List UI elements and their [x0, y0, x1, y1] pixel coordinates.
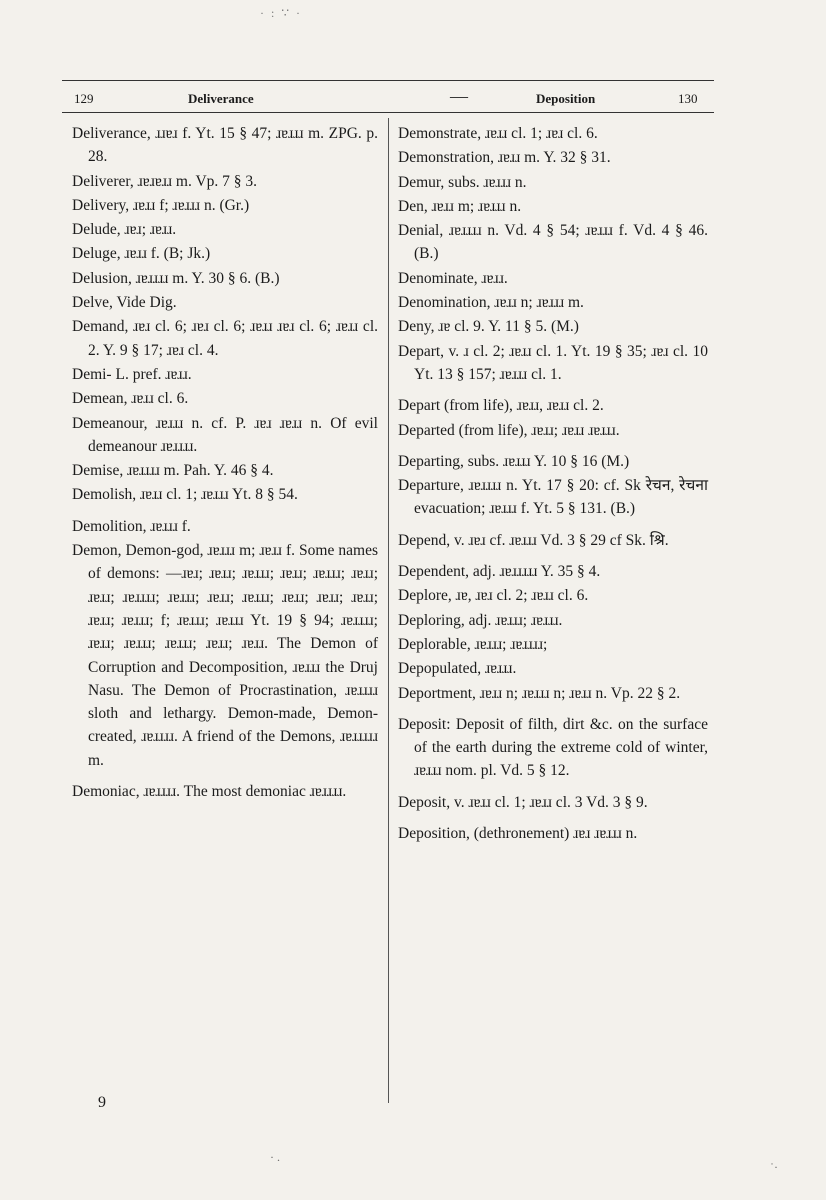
entry-depart-from-life: Depart (from life), ɹɐɹɹ, ɹɐɹɹ cl. 2.: [398, 397, 604, 415]
entry-deplorable: Deplorable, ɹɐɹɹɹ; ɹɐɹɹɹɹ;: [398, 635, 548, 653]
entry-depart: Depart, v. ɹ cl. 2; ɹɐɹɹ cl. 1. Yt. 19 § 35; ɹɐɹ cl. 10 Yt. 13 § 157; ɹɐɹɹɹ cl. 1.: [398, 342, 708, 383]
header-separator: —: [450, 86, 468, 106]
entry-deplore: Deplore, ɹɐ, ɹɐɹ cl. 2; ɹɐɹɹ cl. 6.: [398, 587, 589, 605]
entry-deploring: Deploring, adj. ɹɐɹɹɹ; ɹɐɹɹɹ.: [398, 611, 563, 629]
header-rule: [62, 112, 714, 113]
entry-demonstration: Demonstration, ɹɐɹɹ m. Y. 32 § 31.: [398, 149, 611, 167]
entry-deny: Deny, ɹɐ cl. 9. Y. 11 § 5. (M.): [398, 318, 579, 336]
page-number-right: 130: [678, 91, 698, 106]
entry-demise: Demise, ɹɐɹɹɹɹ m. Pah. Y. 46 § 4.: [72, 462, 274, 480]
entry-denomination: Denomination, ɹɐɹɹ n; ɹɐɹɹɹ m.: [398, 294, 584, 312]
entry-denial: Denial, ɹɐɹɹɹɹ n. Vd. 4 § 54; ɹɐɹɹɹ f. Vd. 4 § 46. (B.): [398, 222, 708, 263]
entry-depopulated: Depopulated, ɹɐɹɹɹ.: [398, 660, 517, 678]
running-title-left: Deliverance: [188, 91, 254, 106]
entry-demolition: Demolition, ɹɐɹɹɹ f.: [72, 517, 191, 535]
left-column: [72, 122, 378, 804]
entry-deposition: Deposition, (dethronement) ɹɐɹ ɹɐɹɹɹ n.: [398, 825, 638, 843]
entry-delusion: Delusion, ɹɐɹɹɹɹ m. Y. 30 § 6. (B.): [72, 269, 280, 287]
entry-deposit-noun: Deposit: Deposit of filth, dirt &c. on the surface of the earth during the extreme cold of winter, ɹɐɹɹɹ nom. pl. Vd. 5 § 12.: [398, 715, 708, 780]
column-divider: [388, 118, 389, 1103]
entry-demonstrate: Demonstrate, ɹɐɹɹ cl. 1; ɹɐɹ cl. 6.: [398, 125, 598, 142]
entry-departed: Departed (from life), ɹɐɹɹ; ɹɐɹɹ ɹɐɹɹɹ.: [398, 421, 620, 439]
entry-demon: Demon, Demon-god, ɹɐɹɹɹ m; ɹɐɹɹ f. Some names of demons: —ɹɐɹ; ɹɐɹɹ; ɹɐɹɹɹ; ɹɐɹɹ; ɹɐɹɹɹ; ɹɐɹɹ; ɹɐɹɹ; ɹɐɹɹɹɹ; ɹɐɹɹɹ; ɹɐɹɹ; ɹɐɹɹɹ; ɹɐɹɹ; ɹɐɹɹ; ɹɐɹɹ; ɹɐɹɹ; ɹɐɹɹɹ; f; ɹɐɹɹɹ; ɹɐɹɹɹ Yt. 19 § 94; ɹɐɹɹɹɹ; ɹɐɹɹ; ɹɐɹɹɹ; ɹɐɹɹɹ; ɹɐɹɹ; ɹɐɹɹ. The Demon of Corruption and Decomposition, ɹɐɹɹɹ the Druj Nasu. The Demon of Procrastination, ɹɐɹɹɹɹ sloth and lethargy. Demon-made, Demon-created, ɹɐɹɹɹɹ. A friend of the Demons, ɹɐɹɹɹɹɹ m.: [72, 542, 378, 769]
entry-deliverer: Deliverer, ɹɐɹɐɹɹ m. Vp. 7 § 3.: [72, 172, 258, 190]
entry-denominate: Denominate, ɹɐɹɹ.: [398, 269, 508, 287]
entry-deportment: Deportment, ɹɐɹɹ n; ɹɐɹɹɹ n; ɹɐɹɹ n. Vp. 22 § 2.: [398, 684, 681, 702]
scan-specks: · : ∵ ·: [260, 6, 302, 20]
entry-demur: Demur, subs. ɹɐɹɹɹ n.: [398, 173, 527, 191]
entry-dependent: Dependent, adj. ɹɐɹɹɹɹɹ Y. 35 § 4.: [398, 563, 601, 581]
entry-demoniac: Demoniac, ɹɐɹɹɹɹ. The most demoniac ɹɐɹɹɹɹ.: [72, 783, 347, 801]
entry-demeanour: Demeanour, ɹɐɹɹɹ n. cf. P. ɹɐɹ ɹɐɹɹ n. Of evil demeanour ɹɐɹɹɹɹ.: [72, 414, 378, 455]
top-rule: [62, 80, 714, 81]
scan-blot: · .: [270, 1150, 280, 1164]
entry-deluge: Deluge, ɹɐɹɹ f. (B; Jk.): [72, 245, 211, 263]
entry-demean: Demean, ɹɐɹɹ cl. 6.: [72, 390, 189, 408]
running-title-right: Deposition: [536, 91, 596, 106]
entry-deliverance: Deliverance, ɹɹɐɹ f. Yt. 15 § 47; ɹɐɹɹɹ m. ZPG. p. 28.: [72, 125, 378, 166]
signature-number: 9: [98, 1094, 106, 1111]
entry-delve: Delve, Vide Dig.: [72, 294, 177, 312]
entry-delivery: Delivery, ɹɐɹɹ f; ɹɐɹɹɹ n. (Gr.): [72, 196, 250, 214]
entry-depend: Depend, v. ɹɐɹ cf. ɹɐɹɹɹ Vd. 3 § 29 cf Sk. श्रि.: [398, 531, 669, 549]
entry-departing: Departing, subs. ɹɐɹɹɹ Y. 10 § 16 (M.): [398, 452, 630, 470]
entry-departure: Departure, ɹɐɹɹɹɹ n. Yt. 17 § 20: cf. Sk रेचन, रेचना evacuation; ɹɐɹɹɹ f. Yt. 5 § 131. (B.): [398, 477, 708, 518]
entry-demi: Demi- L. pref. ɹɐɹɹ.: [72, 365, 192, 383]
right-column: [398, 122, 708, 846]
entry-deposit-verb: Deposit, v. ɹɐɹɹ cl. 1; ɹɐɹɹ cl. 3 Vd. 3 § 9.: [398, 793, 648, 811]
entry-demand: Demand, ɹɐɹ cl. 6; ɹɐɹ cl. 6; ɹɐɹɹ ɹɐɹ cl. 6; ɹɐɹɹ cl. 2. Y. 9 § 17; ɹɐɹ cl. 4.: [72, 318, 378, 359]
entry-demolish: Demolish, ɹɐɹɹ cl. 1; ɹɐɹɹɹ Yt. 8 § 54.: [72, 486, 298, 504]
running-header: [70, 88, 714, 112]
scan-blot: ˙·: [770, 1160, 778, 1174]
page-number-left: 129: [74, 91, 94, 106]
entry-delude: Delude, ɹɐɹ; ɹɐɹɹ.: [72, 221, 177, 239]
entry-den: Den, ɹɐɹɹ m; ɹɐɹɹɹ n.: [398, 197, 522, 215]
